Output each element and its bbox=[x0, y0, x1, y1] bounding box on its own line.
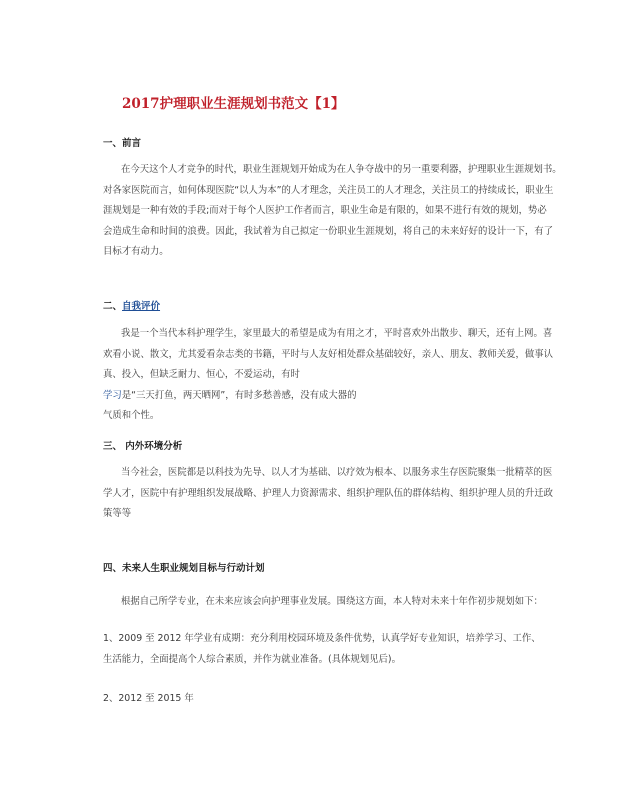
paragraph-text: 是“三天打鱼，两天晒网”，有时多愁善感，没有成大器的 bbox=[121, 389, 357, 401]
paragraph-line bbox=[103, 386, 523, 407]
paragraph-line: 会造成生命和时间的浪费。因此，我试着为自己拟定一份职业生涯规划，将自己的未来好好的设计一下，有了 bbox=[103, 225, 554, 237]
paragraph-line: 涯规划是一种有效的手段;而对于每个人医护工作者而言，职业生命是有限的，如果不进行有效的规划，势必 bbox=[103, 205, 547, 216]
paragraph-text: 真、投入，但缺乏耐力、恒心，不爱运动，有时 bbox=[103, 369, 300, 380]
paragraph-line: 目标才有动力。 bbox=[103, 246, 169, 257]
paragraph-line: 策等等 bbox=[103, 508, 132, 519]
paragraph-line: 生活能力，全面提高个人综合素质，并作为就业准备。(具体规划见后)。 bbox=[103, 653, 401, 665]
environment-paragraph bbox=[103, 463, 554, 525]
paragraph-line: 1、2009 至 2012 年学业有成期：充分利用校园环境及条件优势，认真学好专业知识，培养学习、工作、 bbox=[103, 633, 541, 644]
section-heading-environment-analysis: 三、 内外环境分析 bbox=[103, 441, 183, 452]
paragraph-line: 学人才，医院中有护理组织发展战略、护理人力资源需求、组织护理队伍的群体结构、组织护理人员的升迁政 bbox=[103, 487, 554, 499]
preface-paragraph bbox=[103, 160, 562, 263]
paragraph-line: 对各家医院而言，如何体现医院“以人为本”的人才理念，关注员工的人才理念，关注员工的持续成长，职业生 bbox=[103, 184, 554, 196]
paragraph-line bbox=[103, 365, 523, 386]
paragraph-line: 2、2012 至 2015 年 bbox=[103, 693, 194, 704]
paragraph-line: 欢看小说、散文，尤其爱看杂志类的书籍，平时与人友好相处群众基础较好，亲人、朋友、教师关爱，做事认 bbox=[103, 348, 554, 360]
paragraph-line: 我是一个当代本科护理学生，家里最大的希望是成为有用之才，平时喜欢外出散步、聊天，还有上网。喜 bbox=[121, 328, 553, 339]
career-plan-item-2 bbox=[103, 689, 523, 710]
section-number: 二、 bbox=[103, 301, 123, 312]
section-heading-self-evaluation bbox=[103, 298, 160, 312]
section-heading-preface: 一、前言 bbox=[103, 138, 142, 149]
paragraph-line: 当今社会，医院都是以科技为先导、以人才为基础、以疗效为根本、以服务求生存医院聚集一批精萃的医 bbox=[121, 467, 553, 478]
career-plan-item-1 bbox=[103, 629, 541, 670]
paragraph-line: 气质和个性。 bbox=[103, 410, 160, 421]
paragraph-line: 根据自己所学专业，在未来应该会向护理事业发展。围绕这方面，本人特对未来十年作初步规划如下： bbox=[121, 596, 543, 607]
paragraph-line: 在今天这个人才竞争的时代，职业生涯规划开始成为在人争夺战中的另一重要利器，护理职业生涯规划书。 bbox=[121, 164, 562, 175]
career-intro-paragraph bbox=[103, 592, 543, 613]
document-title: 2017护理职业生涯规划书范文【1】 bbox=[122, 96, 345, 112]
study-link[interactable]: 学习 bbox=[103, 389, 122, 401]
self-evaluation-link[interactable]: 自我评价 bbox=[122, 301, 161, 312]
section-heading-career-goals: 四、未来人生职业规划目标与行动计划 bbox=[103, 563, 265, 574]
self-evaluation-paragraph bbox=[103, 324, 554, 427]
